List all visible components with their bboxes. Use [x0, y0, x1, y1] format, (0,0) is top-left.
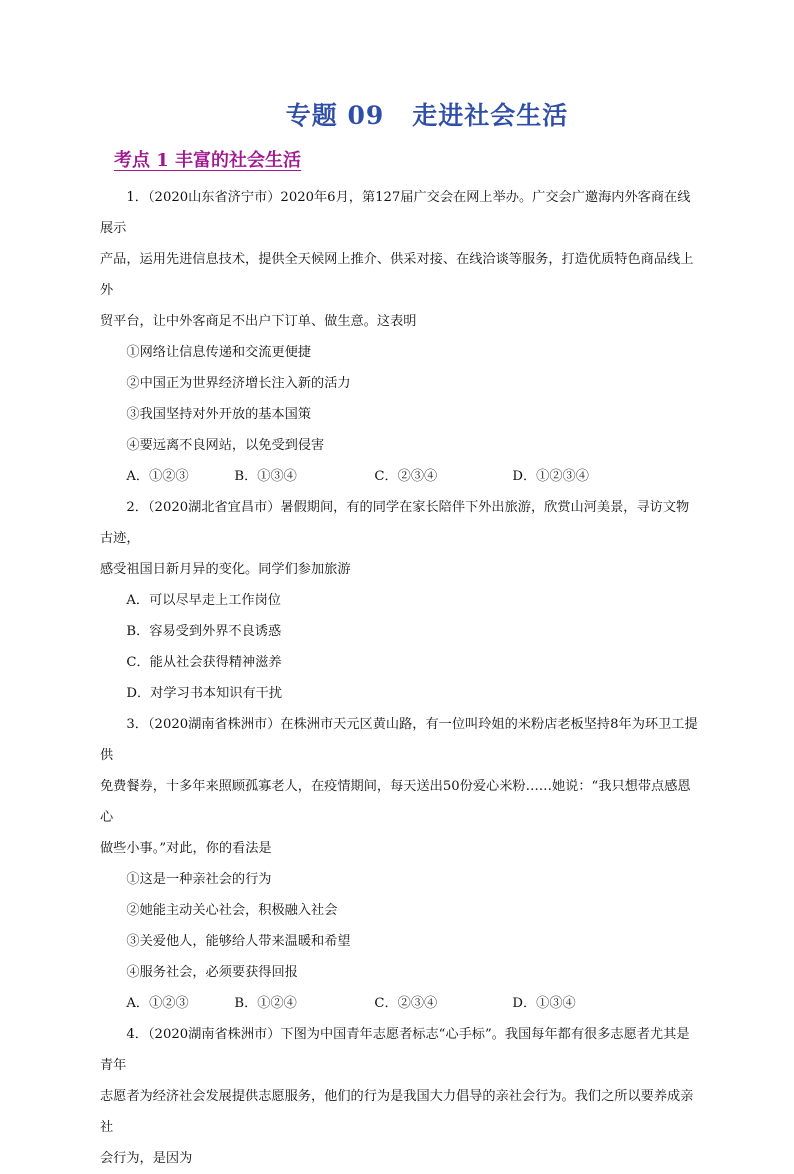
- question-1-line: 贸平台，让中外客商足不出户下订单、做生意。这表明: [100, 314, 417, 329]
- question-2-choice: A．可以尽早走上工作岗位: [126, 593, 281, 608]
- question-2-choice: D．对学习书本知识有干扰: [126, 686, 283, 701]
- choice-a: A．①②③: [126, 996, 189, 1011]
- question-4-line: 会行为，是因为: [100, 1151, 193, 1166]
- choice-b: B．①③④: [234, 469, 297, 484]
- section-title: 考点 1 丰富的社会生活: [114, 150, 302, 171]
- choice-a: A．①②③: [126, 469, 189, 484]
- question-3-stem: 3．（2020湖南省株洲市）在株洲市天元区黄山路，有一位叫玲姐的米粉店老板坚持8年为环卫工提供: [100, 717, 698, 763]
- question-3-option: ④服务社会，必须要获得回报: [126, 965, 298, 980]
- question-3-line: 免费餐券，十多年来照顾孤寡老人，在疫情期间，每天送出50份爱心米粉……她说：“我只想带点感恩心: [100, 779, 691, 825]
- question-2-stem: 2．（2020湖北省宜昌市）暑假期间，有的同学在家长陪伴下外出旅游，欣赏山河美景，寻访文物古迹，: [100, 500, 690, 546]
- choice-c: C．②③④: [374, 996, 438, 1011]
- title-main: 走进社会生活: [412, 101, 569, 130]
- question-3-option: ①这是一种亲社会的行为: [126, 872, 272, 887]
- choice-c: C．②③④: [374, 469, 438, 484]
- question-3-choices: [100, 988, 698, 1019]
- choice-b: B．①②④: [234, 996, 297, 1011]
- question-1-option: ③我国坚持对外开放的基本国策: [126, 407, 312, 422]
- question-1-stem: [100, 182, 698, 244]
- question-4-stem: 4．（2020湖南省株洲市）下图为中国青年志愿者标志“心手标”。我国每年都有很多志愿者尤其是青年: [100, 1027, 690, 1073]
- question-1-choices: [100, 461, 698, 492]
- question-3-line: 做些小事。”对此，你的看法是: [100, 841, 272, 856]
- question-3-option: ③关爱他人，能够给人带来温暖和希望: [126, 934, 351, 949]
- title-prefix: 专题 09: [285, 101, 385, 130]
- question-1-option: ①网络让信息传递和交流更便捷: [126, 345, 312, 360]
- question-1-line: 产品，运用先进信息技术，提供全天候网上推介、供采对接、在线洽谈等服务，打造优质特色商品线上外: [100, 252, 694, 298]
- question-1-option: ②中国正为世界经济增长注入新的活力: [126, 376, 351, 391]
- page-title: [0, 96, 794, 132]
- question-2-choice: C．能从社会获得精神滋养: [126, 655, 282, 670]
- question-2-line: 感受祖国日新月异的变化。同学们参加旅游: [100, 562, 351, 577]
- choice-d: D．①②③④: [512, 469, 589, 484]
- question-1-option: ④要远离不良网站，以免受到侵害: [126, 438, 325, 453]
- question-4-line: 志愿者为经济社会发展提供志愿服务，他们的行为是我国大力倡导的亲社会行为。我们之所以要养成亲社: [100, 1089, 694, 1135]
- question-2-choice: B．容易受到外界不良诱惑: [126, 624, 282, 639]
- choice-d: D．①③④: [512, 996, 576, 1011]
- question-3-option: ②她能主动关心社会，积极融入社会: [126, 903, 338, 918]
- question-list: [100, 182, 698, 1174]
- question-1-line: 1．（2020山东省济宁市）2020年6月，第127届广交会在网上举办。广交会广邀海内外客商在线展示: [100, 190, 691, 236]
